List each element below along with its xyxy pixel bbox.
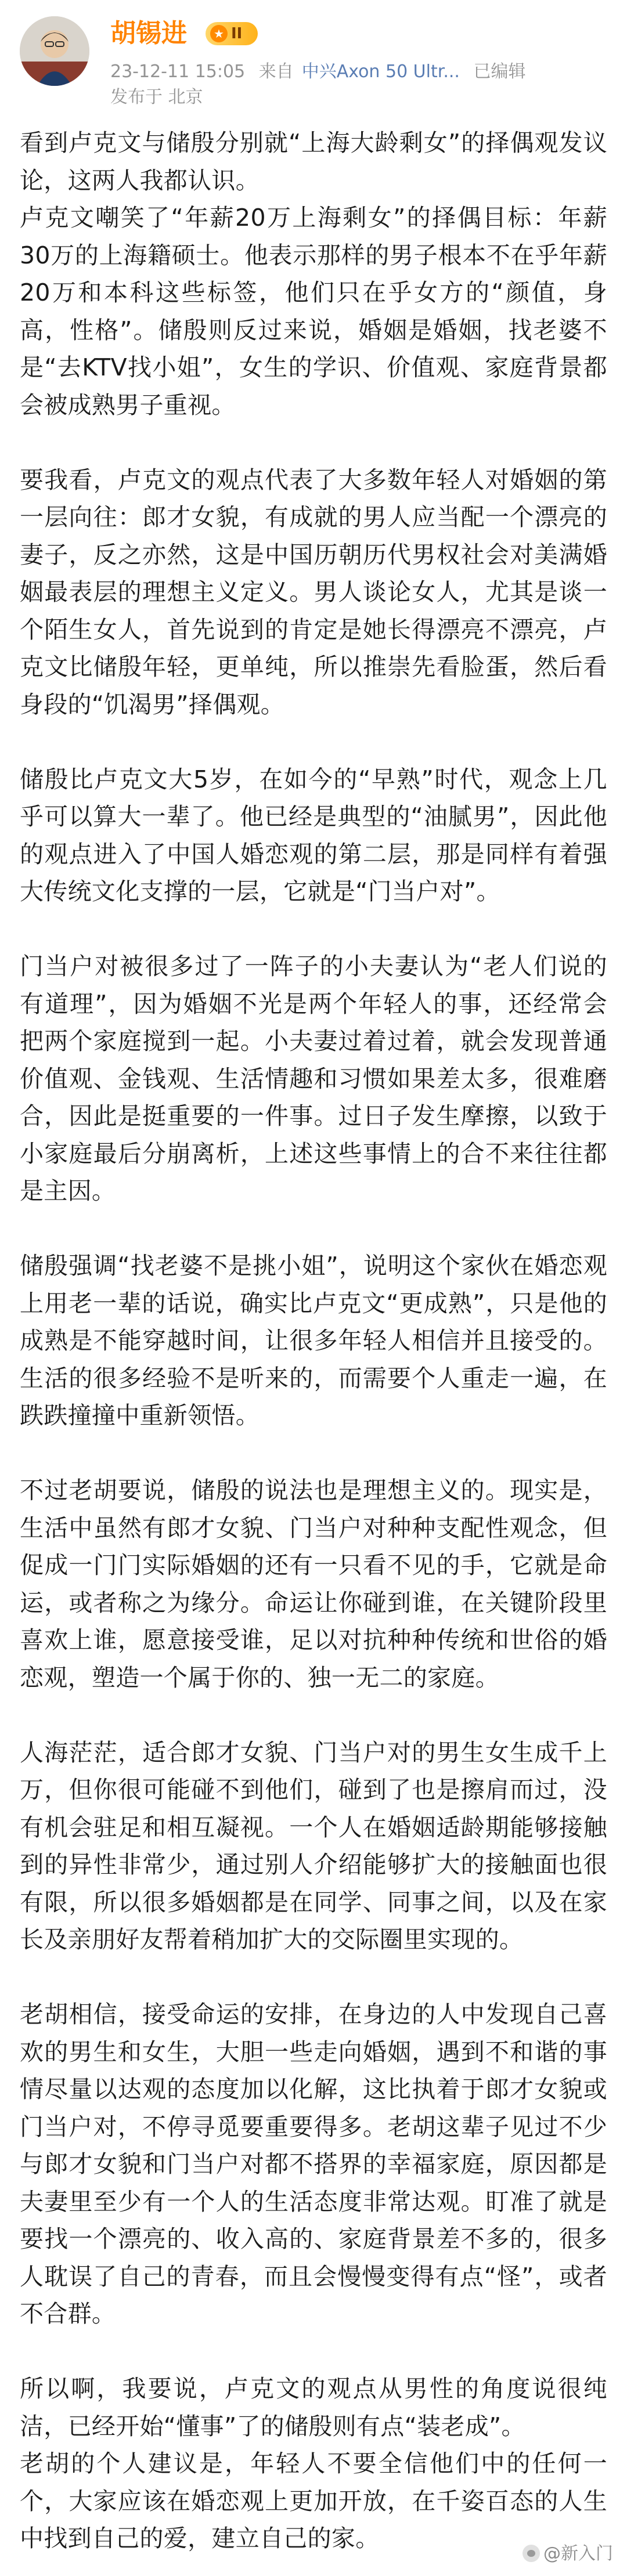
paragraph: 储殷比卢克文大5岁，在如今的“早熟”时代，观念上几乎可以算大一辈了。他已经是典型的“油腻男”，因此他的观点进入了中国人婚恋观的第二层，那是同样有着强大传统文化支撑的一层，它就是“门当户对”。 <box>20 765 607 905</box>
paragraph: 不过老胡要说，储殷的说法也是理想主义的。现实是，生活中虽然有郎才女貌、门当户对种种支配性观念，但促成一门门实际婚姻的还有一只看不见的手，它就是命运，或者称之为缘分。命运让你碰到谁，在关键阶段里喜欢上谁，愿意接受谁，足以对抗种种传统和世俗的婚恋观，塑造一个属于你的、独一无二的家庭。 <box>20 1476 607 1692</box>
paragraph: 老胡的个人建议是，年轻人不要全信他们中的任何一个，大家应该在婚恋观上更加开放，在千姿百态的人生中找到自己的爱，建立自己的家。 <box>20 2449 607 2552</box>
user-name[interactable]: 胡锡进 <box>110 19 187 48</box>
edited-label[interactable]: 已编辑 <box>473 62 526 82</box>
paragraph-gap <box>20 1210 607 1248</box>
watermark <box>522 2542 613 2566</box>
paragraph-gap <box>20 1435 607 1472</box>
paragraph: 人海茫茫，适合郎才女貌、门当户对的男生女生成千上万，但你很可能碰不到他们，碰到了也是擦肩而过，没有机会驻足和相互凝视。一个人在婚姻适龄期能够接触到的异性非常少，通过别人介绍能够扩大的接触面也很有限，所以很多婚姻都是在同学、同事之间，以及在家长及亲朋好友帮着稍加扩大的交际圈里实现的。 <box>20 1738 607 1953</box>
paragraph-gap <box>20 911 607 948</box>
level-badge-label: II <box>231 25 243 42</box>
paragraph: 老胡相信，接受命运的安排，在身边的人中发现自己喜欢的男生和女生，大胆一些走向婚姻，遇到不和谐的事情尽量以达观的态度加以化解，这比执着于郎才女貌或门当户对，不停寻觅要重要得多。老胡这辈子见过不少与郎才女貌和门当户对都不搭界的幸福家庭，原因都是夫妻里至少有一个人的生活态度非常达观。盯准了就是要找一个漂亮的、收入高的、家庭背景差不多的，很多人耽误了自己的青春，而且会慢慢变得有点“怪”，或者不合群。 <box>20 2000 607 2328</box>
post-body <box>20 124 607 2557</box>
paragraph-gap <box>20 1696 607 1734</box>
paragraph-gap <box>20 2333 607 2371</box>
level-badge <box>206 22 258 45</box>
paragraph-gap <box>20 424 607 461</box>
device-link[interactable]: 中兴Axon 50 Ultr... <box>301 62 460 82</box>
weibo-icon <box>522 2545 540 2562</box>
paragraph-gap <box>20 1959 607 1996</box>
paragraph: 门当户对被很多过了一阵子的小夫妻认为“老人们说的有道理”，因为婚姻不光是两个年轻人的事，还经常会把两个家庭搅到一起。小夫妻过着过着，就会发现普通价值观、金钱观、生活情趣和习惯如果差太多，很难磨合，因此是挺重要的一件事。过日子发生摩擦，以致于小家庭最后分崩离析，上述这些事情上的合不来往往都是主因。 <box>20 952 607 1205</box>
paragraph: 储殷强调“找老婆不是挑小姐”，说明这个家伙在婚恋观上用老一辈的话说，确实比卢克文“更成熟”，只是他的成熟是不能穿越时间，让很多年轻人相信并且接受的。生活的很多经验不是听来的，而需要个人重走一遍，在跌跌撞撞中重新领悟。 <box>20 1252 607 1429</box>
avatar-image <box>20 16 89 86</box>
source-prefix: 来自 <box>258 62 294 82</box>
post-header <box>0 0 627 125</box>
paragraph: 要我看，卢克文的观点代表了大多数年轻人对婚姻的第一层向往：郎才女貌，有成就的男人应当配一个漂亮的妻子，反之亦然，这是中国历朝历代男权社会对美满婚姻最表层的理想主义定义。男人谈论女人，尤其是谈一个陌生女人，首先说到的肯定是她长得漂亮不漂亮，卢克文比储殷年轻，更单纯，所以推崇先看脸蛋，然后看身段的“饥渴男”择偶观。 <box>20 465 607 718</box>
avatar[interactable] <box>20 16 89 86</box>
post-location: 发布于 北京 <box>110 87 203 107</box>
post-timestamp: 23-12-11 15:05 <box>110 62 246 82</box>
crown-icon: ★ <box>210 25 228 42</box>
paragraph: 卢克文嘲笑了“年薪20万上海剩女”的择偶目标：年薪30万的上海籍硕士。他表示那样的男子根本不在乎年薪20万和本科这些标签，他们只在乎女方的“颜值，身高，性格”。储殷则反过来说，婚姻是婚姻，找老婆不是“去KTV找小姐”，女生的学识、价值观、家庭背景都会被成熟男子重视。 <box>20 204 607 419</box>
watermark-text: @新入门 <box>543 2544 613 2564</box>
paragraph: 所以啊，我要说，卢克文的观点从男性的角度说很纯洁，已经开始“懂事”了的储殷则有点“装老成”。 <box>20 2375 607 2440</box>
paragraph-gap <box>20 723 607 761</box>
post-meta <box>110 60 534 84</box>
paragraph: 看到卢克文与储殷分别就“上海大龄剩女”的择偶观发议论，这两人我都认识。 <box>20 129 607 194</box>
